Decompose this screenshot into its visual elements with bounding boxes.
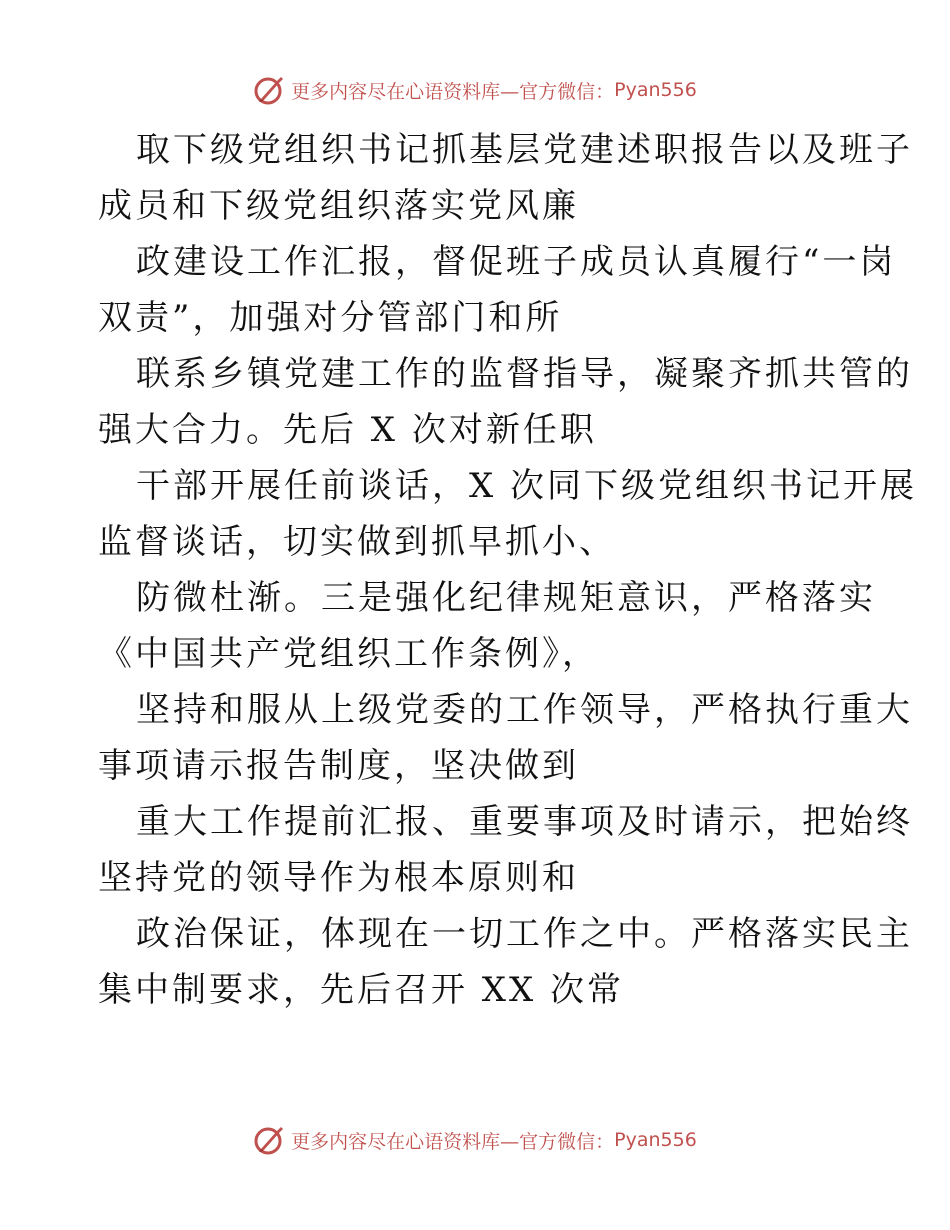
paragraph-4 — [98, 458, 918, 570]
pen-logo-icon — [253, 73, 287, 107]
watermark-wechat-id: Pyan556 — [614, 1129, 697, 1151]
header-watermark — [0, 70, 950, 110]
paragraph-line: 联系乡镇党建工作的监督指导，凝聚齐抓共管的 — [136, 354, 913, 394]
document-body — [98, 122, 918, 1018]
watermark-wechat-id: Pyan556 — [614, 79, 697, 101]
footer-watermark — [0, 1120, 950, 1160]
watermark-text: 更多内容尽在心语资料库—官方微信： — [291, 1130, 615, 1153]
paragraph-line: 强大合力。先后 X 次对新任职 — [98, 410, 597, 450]
paragraph-line: 政治保证，体现在一切工作之中。严格落实民主 — [136, 914, 913, 954]
paragraph-3 — [98, 346, 913, 458]
paragraph-line: 事项请示报告制度，坚决做到 — [98, 746, 579, 786]
paragraph-line: 政建设工作汇报，督促班子成员认真履行“一岗 — [136, 242, 897, 282]
watermark-text: 更多内容尽在心语资料库—官方微信： — [291, 80, 615, 103]
paragraph-line: 双责”，加强对分管部门和所 — [98, 298, 563, 338]
paragraph-line: 监督谈话，切实做到抓早抓小、 — [98, 522, 616, 562]
paragraph-line: 《中国共产党组织工作条例》， — [98, 634, 599, 674]
paragraph-line: 坚持和服从上级党委的工作领导，严格执行重大 — [136, 690, 913, 730]
paragraph-8 — [98, 906, 913, 1018]
paragraph-line: 集中制要求，先后召开 XX 次常 — [98, 970, 625, 1010]
paragraph-5 — [98, 570, 876, 682]
pen-logo-icon — [253, 1123, 287, 1157]
paragraph-line: 取下级党组织书记抓基层党建述职报告以及班子 — [136, 130, 913, 170]
paragraph-7 — [98, 794, 913, 906]
paragraph-line: 成员和下级党组织落实党风廉 — [98, 186, 579, 226]
paragraph-line: 防微杜渐。三是强化纪律规矩意识，严格落实 — [136, 578, 876, 618]
paragraph-6 — [98, 682, 913, 794]
paragraph-line: 干部开展任前谈话，X 次同下级党组织书记开展 — [136, 466, 918, 506]
paragraph-line: 重大工作提前汇报、重要事项及时请示，把始终 — [136, 802, 913, 842]
paragraph-1 — [98, 122, 913, 234]
paragraph-2 — [98, 234, 897, 346]
paragraph-line: 坚持党的领导作为根本原则和 — [98, 858, 579, 898]
